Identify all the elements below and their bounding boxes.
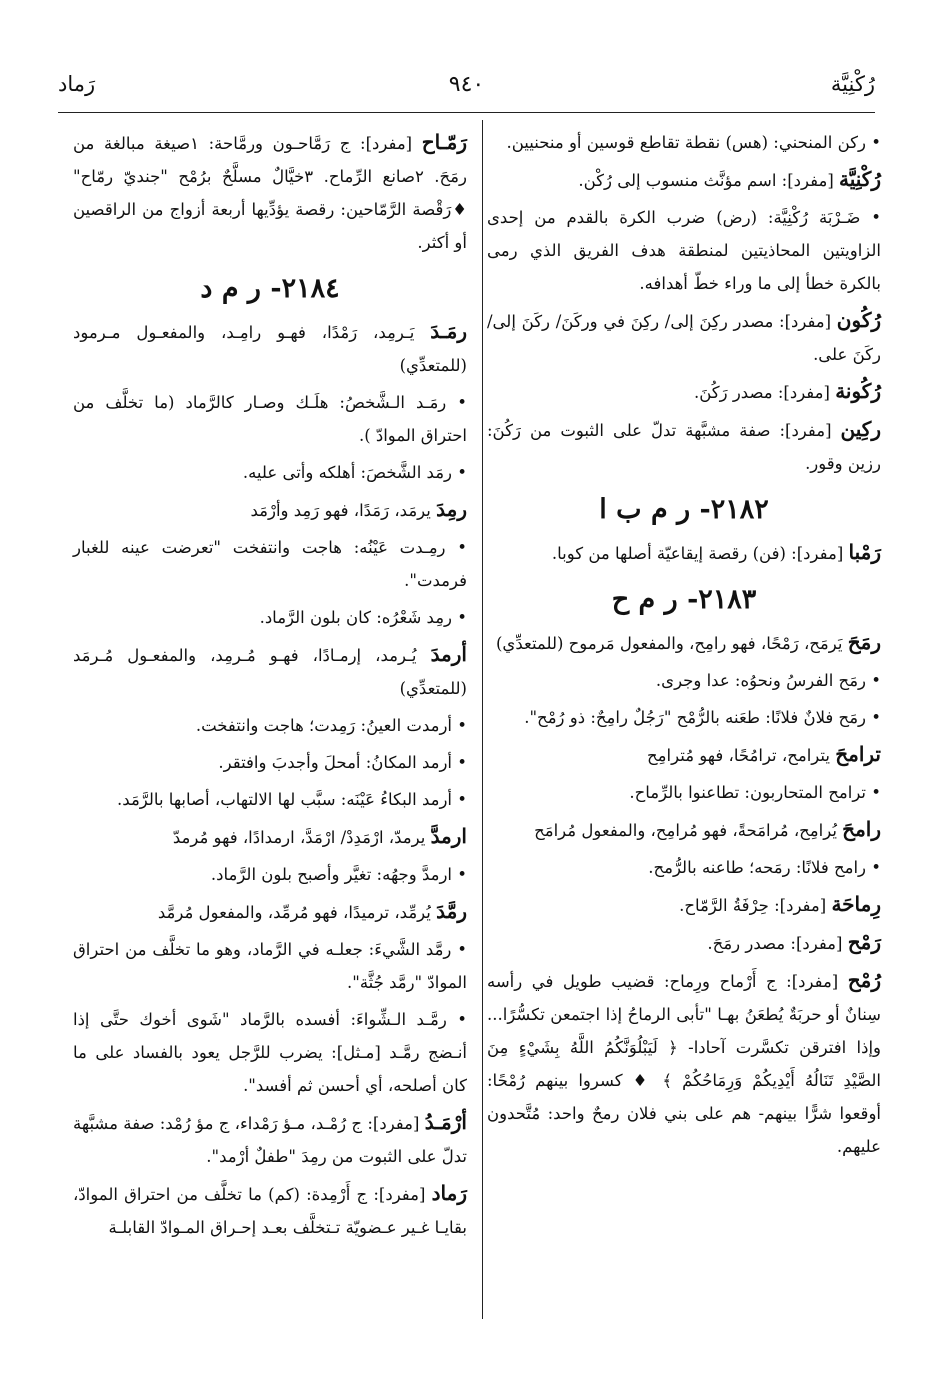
header-rule (58, 112, 875, 113)
headword: رمَحَ (847, 630, 881, 654)
root-heading: ٢١٨٤- ر م د (200, 273, 340, 304)
headword: رامحَ (842, 817, 881, 841)
headword: رَمْبا (848, 540, 881, 564)
dictionary-entry (73, 1177, 467, 1244)
headword: ركِين (840, 417, 881, 441)
dictionary-entry (73, 493, 467, 527)
headword: رُكُونة (835, 379, 881, 403)
entry-text: يَرمَح، رَمْحًا، فهو رامِح، والمفعول مَرموح (للمتعدِّي) (495, 634, 848, 653)
entry-text: يرمَد، رَمَدًا، فهو رَمِد وأرْمَد (250, 501, 437, 520)
entry-text: يُرمِّد، ترميدًا، فهو مُرمِّد، والمفعول مُرمَّد (157, 903, 437, 922)
column-divider (482, 120, 483, 1319)
entry-text: [مفرد]: مصدر رَكُنَ. (693, 383, 836, 402)
dictionary-entry (73, 126, 467, 259)
sense-bullet: • رمَد الشَّخصَ: أهلكه وأتى عليه. (73, 456, 467, 489)
headword: رَمْح (847, 930, 881, 954)
header-right-word: رُكْنِيَّة (830, 72, 875, 96)
headword: رُكُون (836, 308, 881, 332)
dictionary-entry (487, 888, 881, 922)
headword: رَماد (431, 1181, 467, 1205)
sense-bullet: • ركن المنحني: (هس) نقطة تقاطع قوسين أو منحنيين. (487, 126, 881, 159)
headword: ترامحَ (835, 742, 881, 766)
entry-text: [مفرد]: مصدر ركِنَ إلى/ ركِنَ في وركَنَ/ ركَنَ إلى/ ركَنَ على. (487, 312, 881, 364)
headword: ارمدَّ (430, 824, 467, 848)
headword: رمِدَ (436, 497, 467, 521)
sense-bullet: • رمَّـد الـشِّواءَ: أفسده بالرَّماد "شَوى أخوك حتَّى إذا أنـضج رمَّـد [مـثل]: يضرب للرَّجل يعود بالفساد على ما كان أصلحه، أي أحسن ثم أفسد". (73, 1003, 467, 1102)
sense-bullet: • رمَح الفرسُ ونحوُه: عدا وجرى. (487, 664, 881, 697)
page-number: ٩٤٠ (448, 71, 485, 97)
entry-text: يَـرمِد، رَمْدًا، فهـو رامِـد، والمفعـول مـرمود (للمتعدِّي) (73, 323, 467, 375)
sense-bullet: • رمَّد الشَّيءَ: جعلـه في الرَّماد، وهو ما تخلَّف من احتراق الموادّ "رمَّد جُثَّة". (73, 933, 467, 999)
header-left-word: رَماد (58, 72, 96, 96)
dictionary-entry (73, 820, 467, 854)
sense-bullet: • أرمد المكانُ: أمحلَ وأجدبَ وافتقر. (73, 746, 467, 779)
sense-bullet: • أرمدت العينُ: رَمِدت؛ هاجت وانتفخت. (73, 709, 467, 742)
headword: رُكْنِيَّة (839, 167, 881, 191)
headword: رمَـدَ (430, 319, 467, 343)
headword: رُمْح (847, 968, 881, 992)
page-header (58, 66, 875, 102)
sense-bullet: • ضَـرْبَة رُكْنِيَّة: (رض) ضرب الكرة بالقدم من إحدى الزاويتين المحاذيتين لمنطقة هدف الفريق الذي رمى بالكرة خطأ إلى ما وراء خطّ أهدافه. (487, 201, 881, 300)
dictionary-entry (487, 926, 881, 960)
entry-text: [مفرد]: صفة مشبَّهة تدلّ على الثبوت من رَكُنَ: رزين وقور. (487, 421, 881, 473)
dictionary-entry (73, 638, 467, 705)
sense-bullet: • ارمدَّ وجهُه: تغيَّر وأصبح بلون الرَّماد. (73, 858, 467, 891)
sense-bullet: • رمَح فلانٌ فلانًا: طعَنه بالرُّمْح "رَجُلٌ رامِحٌ: ذو رُمْح". (487, 701, 881, 734)
entry-text: [مفرد]: ج رَمَّاحـون ورمَّاحة: ١صيغة مبالغة من رمَحَ. ٢صانع الرِّماح. ٣خيَّالٌ مسلَّحٌ برُمْح "جنديّ رمّاح" ♦رَقْصة الرَّمّاحين: رقصة يؤدِّيها أربعة أزواج من الراقصين أو أكثر. (73, 134, 467, 252)
dictionary-entry (73, 1106, 467, 1173)
sense-bullet: • أرمد البكاءُ عَيْنَه: سبَّب لها الالتهاب، أصابها بالرَّمَد. (73, 783, 467, 816)
sense-bullet: • ترامح المتحاربون: تطاعنوا بالرِّماح. (487, 776, 881, 809)
dictionary-entry (487, 964, 881, 1163)
entry-text: يرمدّ، ارْمَدِدْ/ ارْمَدَّ، ارمدادًا، فهو مُرمدّ (172, 828, 431, 847)
entry-text: [مفرد]: حِرْفَةُ الرَّمّاح. (679, 896, 832, 915)
headword: أرمدَ (430, 642, 467, 666)
sense-bullet: • رمِد شَعْرُه: كان بلون الرَّماد. (73, 601, 467, 634)
entry-text: يُـرمد، إرمـادًا، فهـو مُـرمِد، والمفعـول مُـرمَد (للمتعدِّي) (73, 646, 467, 698)
dictionary-entry (487, 813, 881, 847)
headword: أرْمَـدُ (424, 1110, 467, 1134)
entry-text: [مفرد]: (فن) رقصة إيقاعيّة أصلها من كوبا. (551, 544, 849, 563)
dictionary-entry (73, 895, 467, 929)
dictionary-entry (73, 315, 467, 382)
headword: رَمّـاح (421, 130, 467, 154)
dictionary-entry (487, 375, 881, 409)
headword: رِماحَة (831, 892, 881, 916)
entry-text: يُرامِح، مُرامَحةً، فهو مُرامِح، والمفعول مُرامَح (534, 821, 843, 840)
dictionary-entry (487, 413, 881, 480)
root-heading: ٢١٨٢- ر م ب ا (599, 494, 769, 525)
left-column (73, 126, 467, 1248)
right-column (487, 126, 881, 1167)
entry-text: [مفرد]: اسم مؤنَّث منسوب إلى رُكْن. (578, 171, 840, 190)
dictionary-entry (487, 626, 881, 660)
root-heading: ٢١٨٣- ر م ح (611, 584, 757, 615)
entry-text: [مفرد]: مصدر رمَحَ. (707, 934, 848, 953)
headword: رمَّدَ (436, 899, 467, 923)
dictionary-entry (487, 163, 881, 197)
sense-bullet: • رامح فلانًا: رمَحه؛ طاعنه بالرُّمح. (487, 851, 881, 884)
entry-text: [مفرد]: ج أَرْماح ورِماح: قضيب طويل في رأسه سِنانٌ أو حربَةٌ يُطعَنُ بهـا "تأبى الرماحُ إذا اجتمعن تكسُّرًا... وإذا افترقن تكسَّرت آحادا- ﴿ لَيَبْلُوَنَّكُمُ اللَّهُ بِشَيْءٍ مِنَ الصَّيْدِ تَنَالُهُ أَيْدِيكُمْ وَرِمَاحُكُمْ ﴾ ♦ كسروا بينهم رُمْحًا: أوقعوا شرًّا بينهم- هم على بني فلان رمحٌ واحد: مُتَّحدون عليهم. (487, 972, 881, 1156)
entry-text: يترامح، ترامُحًا، فهو مُترامِح (647, 746, 836, 765)
entry-text: [مفرد]: ج أَرْمِدة: (كم) ما تخلَّف من احتراق الموادّ، بقايـا غـير عـضويّة تـتخلَّف بعـد إحـراق المـوادّ القابلـة (73, 1185, 467, 1237)
dictionary-entry (487, 738, 881, 772)
dictionary-entry (487, 304, 881, 371)
sense-bullet: • رمَـد الـشَّخصُ: هلَـك وصـار كالرَّماد (ما تخلَّف من احتراق الموادّ ). (73, 386, 467, 452)
entry-text: [مفرد]: ج رُمْـد، مـؤ رَمْداء، ج مؤ رُمْد: صفة مشبَّهة تدلّ على الثبوت من رمِدَ "طفلٌ أرْمد". (73, 1114, 467, 1166)
sense-bullet: • رمِـدت عَيْنُه: هاجت وانتفخت "تعرضت عينه للغبار فرمدت". (73, 531, 467, 597)
dictionary-entry (487, 536, 881, 570)
